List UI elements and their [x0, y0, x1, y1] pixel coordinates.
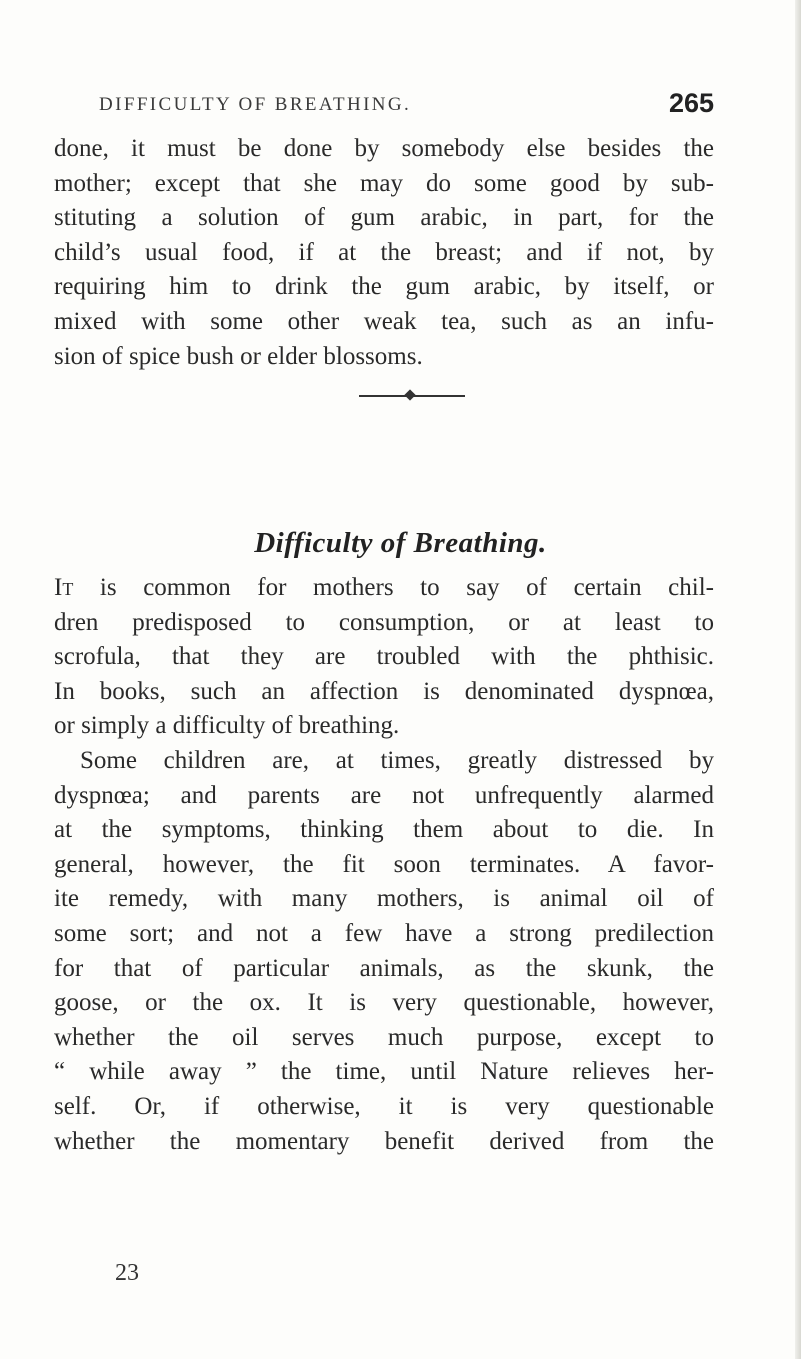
page-header [54, 88, 714, 124]
text-line: mother; except that she may do some good by sub- [54, 169, 714, 197]
page-edge [795, 0, 801, 1359]
text-line: “ while away ” the time, until Nature relieves her- [54, 1058, 714, 1086]
text-line: child’s usual food, if at the breast; and if not, by [54, 238, 714, 266]
text-line: whether the momentary benefit derived from the [54, 1127, 714, 1155]
page-number: 265 [668, 88, 714, 118]
text-line [54, 571, 714, 606]
text-line: dren predisposed to consumption, or at least to [54, 608, 714, 636]
section-body [54, 571, 714, 1159]
section-divider [359, 389, 465, 403]
text-line: general, however, the fit soon terminates. A favor- [54, 850, 714, 878]
text-line: done, it must be done by somebody else besides the [54, 135, 714, 162]
text-line: requiring him to drink the gum arabic, by itself, or [54, 273, 714, 301]
text-line: scrofula, that they are troubled with the phthisic. [54, 643, 714, 671]
text-line: Some children are, at times, greatly distressed by [80, 746, 714, 774]
text-line: stituting a solution of gum arabic, in part, for the [54, 204, 714, 232]
divider-ornament-icon [404, 389, 415, 400]
text-line: whether the oil serves much purpose, except to [54, 1023, 714, 1051]
paragraph-continued [54, 132, 714, 374]
signature-mark: 23 [115, 1260, 139, 1286]
text-line: ite remedy, with many mothers, is animal oil of [54, 885, 714, 913]
text-line: sion of spice bush or elder blossoms. [54, 342, 423, 370]
running-head: DIFFICULTY OF BREATHING. [99, 94, 412, 115]
text-line: self. Or, if otherwise, it is very questionable [54, 1092, 714, 1120]
text-line: at the symptoms, thinking them about to die. In [54, 816, 714, 844]
section-title: Difficulty of Breathing. [254, 527, 547, 559]
text-line: or simply a difficulty of breathing. [54, 712, 400, 740]
text-line: In books, such an affection is denominated dyspnœa, [54, 677, 714, 705]
text-span: is common for mothers to say of certain chil- [73, 574, 714, 601]
text-line: dyspnœa; and parents are not unfrequently alarmed [54, 781, 714, 809]
text-line: some sort; and not a few have a strong predilection [54, 919, 714, 947]
text-line: for that of particular animals, as the skunk, the [54, 954, 714, 982]
text-line: goose, or the ox. It is very questionable, however, [54, 989, 714, 1017]
text-line: mixed with some other weak tea, such as an infu- [54, 307, 714, 335]
drop-word: It [54, 574, 74, 601]
